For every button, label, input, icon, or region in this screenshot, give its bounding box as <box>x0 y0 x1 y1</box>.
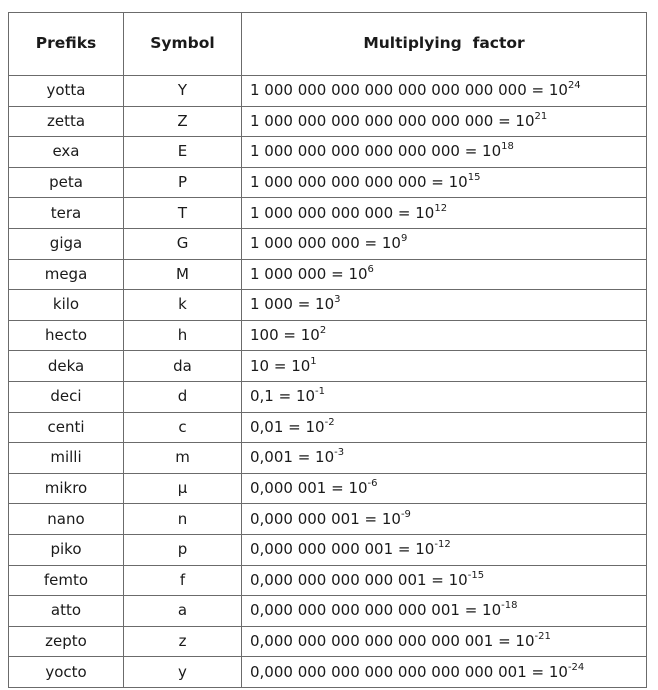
factor-value: 1 000 = 10 <box>250 295 335 314</box>
table-row <box>9 412 647 443</box>
factor-cell <box>242 290 647 321</box>
factor-value: 0,1 = 10 <box>250 387 316 406</box>
header-prefix: Prefiks <box>9 13 124 76</box>
symbol-cell: m <box>124 443 242 474</box>
factor-exponent: 2 <box>319 325 327 337</box>
factor-exponent: -3 <box>334 447 345 459</box>
factor-value: 0,000 000 000 000 000 000 000 001 = 10 <box>250 662 568 681</box>
factor-value: 1 000 000 000 = 10 <box>250 234 401 253</box>
factor-exponent: -1 <box>315 386 326 398</box>
table-row <box>9 167 647 198</box>
factor-value: 0,01 = 10 <box>250 417 325 436</box>
factor-value: 1 000 000 = 10 <box>250 264 368 283</box>
prefix-cell: peta <box>9 167 124 198</box>
factor-cell <box>242 412 647 443</box>
prefix-cell: giga <box>9 228 124 259</box>
factor-cell <box>242 106 647 137</box>
factor-exponent: -15 <box>467 569 485 581</box>
symbol-cell: T <box>124 198 242 229</box>
prefix-cell: tera <box>9 198 124 229</box>
factor-exponent: -24 <box>567 661 585 673</box>
factor-value: 0,000 000 000 000 001 = 10 <box>250 570 468 589</box>
table-row <box>9 351 647 382</box>
factor-exponent: -2 <box>324 416 335 428</box>
symbol-cell: G <box>124 228 242 259</box>
factor-exponent: 15 <box>467 172 481 184</box>
prefix-cell: kilo <box>9 290 124 321</box>
table-row <box>9 76 647 107</box>
factor-value: 0,000 001 = 10 <box>250 479 368 498</box>
factor-value: 0,001 = 10 <box>250 448 335 467</box>
header-symbol: Symbol <box>124 13 242 76</box>
factor-value: 0,000 000 001 = 10 <box>250 509 401 528</box>
factor-exponent: 9 <box>400 233 408 245</box>
table-row <box>9 657 647 688</box>
factor-exponent: 18 <box>501 141 514 153</box>
prefix-cell: zetta <box>9 106 124 137</box>
factor-value: 1 000 000 000 000 000 000 000 000 = 10 <box>250 81 568 100</box>
factor-cell <box>242 167 647 198</box>
symbol-cell: Y <box>124 76 242 107</box>
symbol-cell: M <box>124 259 242 290</box>
symbol-cell: n <box>124 504 242 535</box>
table-body <box>9 76 647 688</box>
prefix-cell: exa <box>9 137 124 168</box>
factor-value: 0,000 000 000 001 = 10 <box>250 540 435 559</box>
prefix-cell: mega <box>9 259 124 290</box>
symbol-cell: d <box>124 381 242 412</box>
prefix-cell: hecto <box>9 320 124 351</box>
symbol-cell: y <box>124 657 242 688</box>
factor-value: 1 000 000 000 000 000 000 000 = 10 <box>250 111 535 130</box>
header-row <box>9 13 647 76</box>
prefix-cell: atto <box>9 596 124 627</box>
factor-exponent: -18 <box>501 600 518 612</box>
factor-cell <box>242 259 647 290</box>
prefix-table-container <box>8 12 646 688</box>
factor-exponent: 1 <box>310 355 317 367</box>
factor-cell <box>242 320 647 351</box>
si-prefix-table <box>8 12 647 688</box>
prefix-cell: mikro <box>9 473 124 504</box>
factor-cell <box>242 534 647 565</box>
table-row <box>9 626 647 657</box>
factor-value: 1 000 000 000 000 000 000 = 10 <box>250 142 502 161</box>
table-row <box>9 290 647 321</box>
symbol-cell: E <box>124 137 242 168</box>
factor-value: 1 000 000 000 000 000 = 10 <box>250 173 468 192</box>
prefix-cell: deka <box>9 351 124 382</box>
factor-exponent: -9 <box>400 508 411 520</box>
factor-cell <box>242 657 647 688</box>
table-row <box>9 504 647 535</box>
table-row <box>9 137 647 168</box>
table-row <box>9 565 647 596</box>
symbol-cell: a <box>124 596 242 627</box>
factor-cell <box>242 198 647 229</box>
symbol-cell: h <box>124 320 242 351</box>
factor-value: 10 = 10 <box>250 356 311 375</box>
symbol-cell: k <box>124 290 242 321</box>
factor-exponent: 24 <box>567 80 581 92</box>
factor-exponent: 6 <box>367 263 374 275</box>
factor-exponent: -12 <box>434 539 451 551</box>
factor-exponent: 3 <box>334 294 341 306</box>
table-row <box>9 534 647 565</box>
table-row <box>9 259 647 290</box>
table-header <box>9 13 647 76</box>
table-row <box>9 198 647 229</box>
factor-cell <box>242 443 647 474</box>
symbol-cell: c <box>124 412 242 443</box>
factor-cell <box>242 596 647 627</box>
prefix-cell: deci <box>9 381 124 412</box>
factor-cell <box>242 137 647 168</box>
table-row <box>9 443 647 474</box>
factor-cell <box>242 228 647 259</box>
factor-cell <box>242 626 647 657</box>
factor-value: 0,000 000 000 000 000 000 001 = 10 <box>250 631 535 650</box>
prefix-cell: piko <box>9 534 124 565</box>
factor-cell <box>242 381 647 412</box>
symbol-cell: da <box>124 351 242 382</box>
header-factor: Multiplying factor <box>242 13 647 76</box>
prefix-cell: femto <box>9 565 124 596</box>
prefix-cell: yocto <box>9 657 124 688</box>
prefix-cell: milli <box>9 443 124 474</box>
factor-cell <box>242 504 647 535</box>
factor-value: 0,000 000 000 000 000 001 = 10 <box>250 601 502 620</box>
symbol-cell: P <box>124 167 242 198</box>
factor-cell <box>242 473 647 504</box>
symbol-cell: f <box>124 565 242 596</box>
factor-exponent: 21 <box>534 110 548 122</box>
factor-value: 100 = 10 <box>250 326 320 345</box>
factor-value: 1 000 000 000 000 = 10 <box>250 203 435 222</box>
prefix-cell: centi <box>9 412 124 443</box>
factor-cell <box>242 351 647 382</box>
table-row <box>9 106 647 137</box>
symbol-cell: p <box>124 534 242 565</box>
symbol-cell: Z <box>124 106 242 137</box>
symbol-cell: z <box>124 626 242 657</box>
symbol-cell: μ <box>124 473 242 504</box>
table-row <box>9 381 647 412</box>
table-row <box>9 228 647 259</box>
table-row <box>9 473 647 504</box>
factor-cell <box>242 76 647 107</box>
prefix-cell: nano <box>9 504 124 535</box>
table-row <box>9 596 647 627</box>
factor-cell <box>242 565 647 596</box>
factor-exponent: 12 <box>434 202 448 214</box>
prefix-cell: zepto <box>9 626 124 657</box>
prefix-cell: yotta <box>9 76 124 107</box>
table-row <box>9 320 647 351</box>
factor-exponent: -21 <box>534 630 551 642</box>
factor-exponent: -6 <box>367 478 378 490</box>
